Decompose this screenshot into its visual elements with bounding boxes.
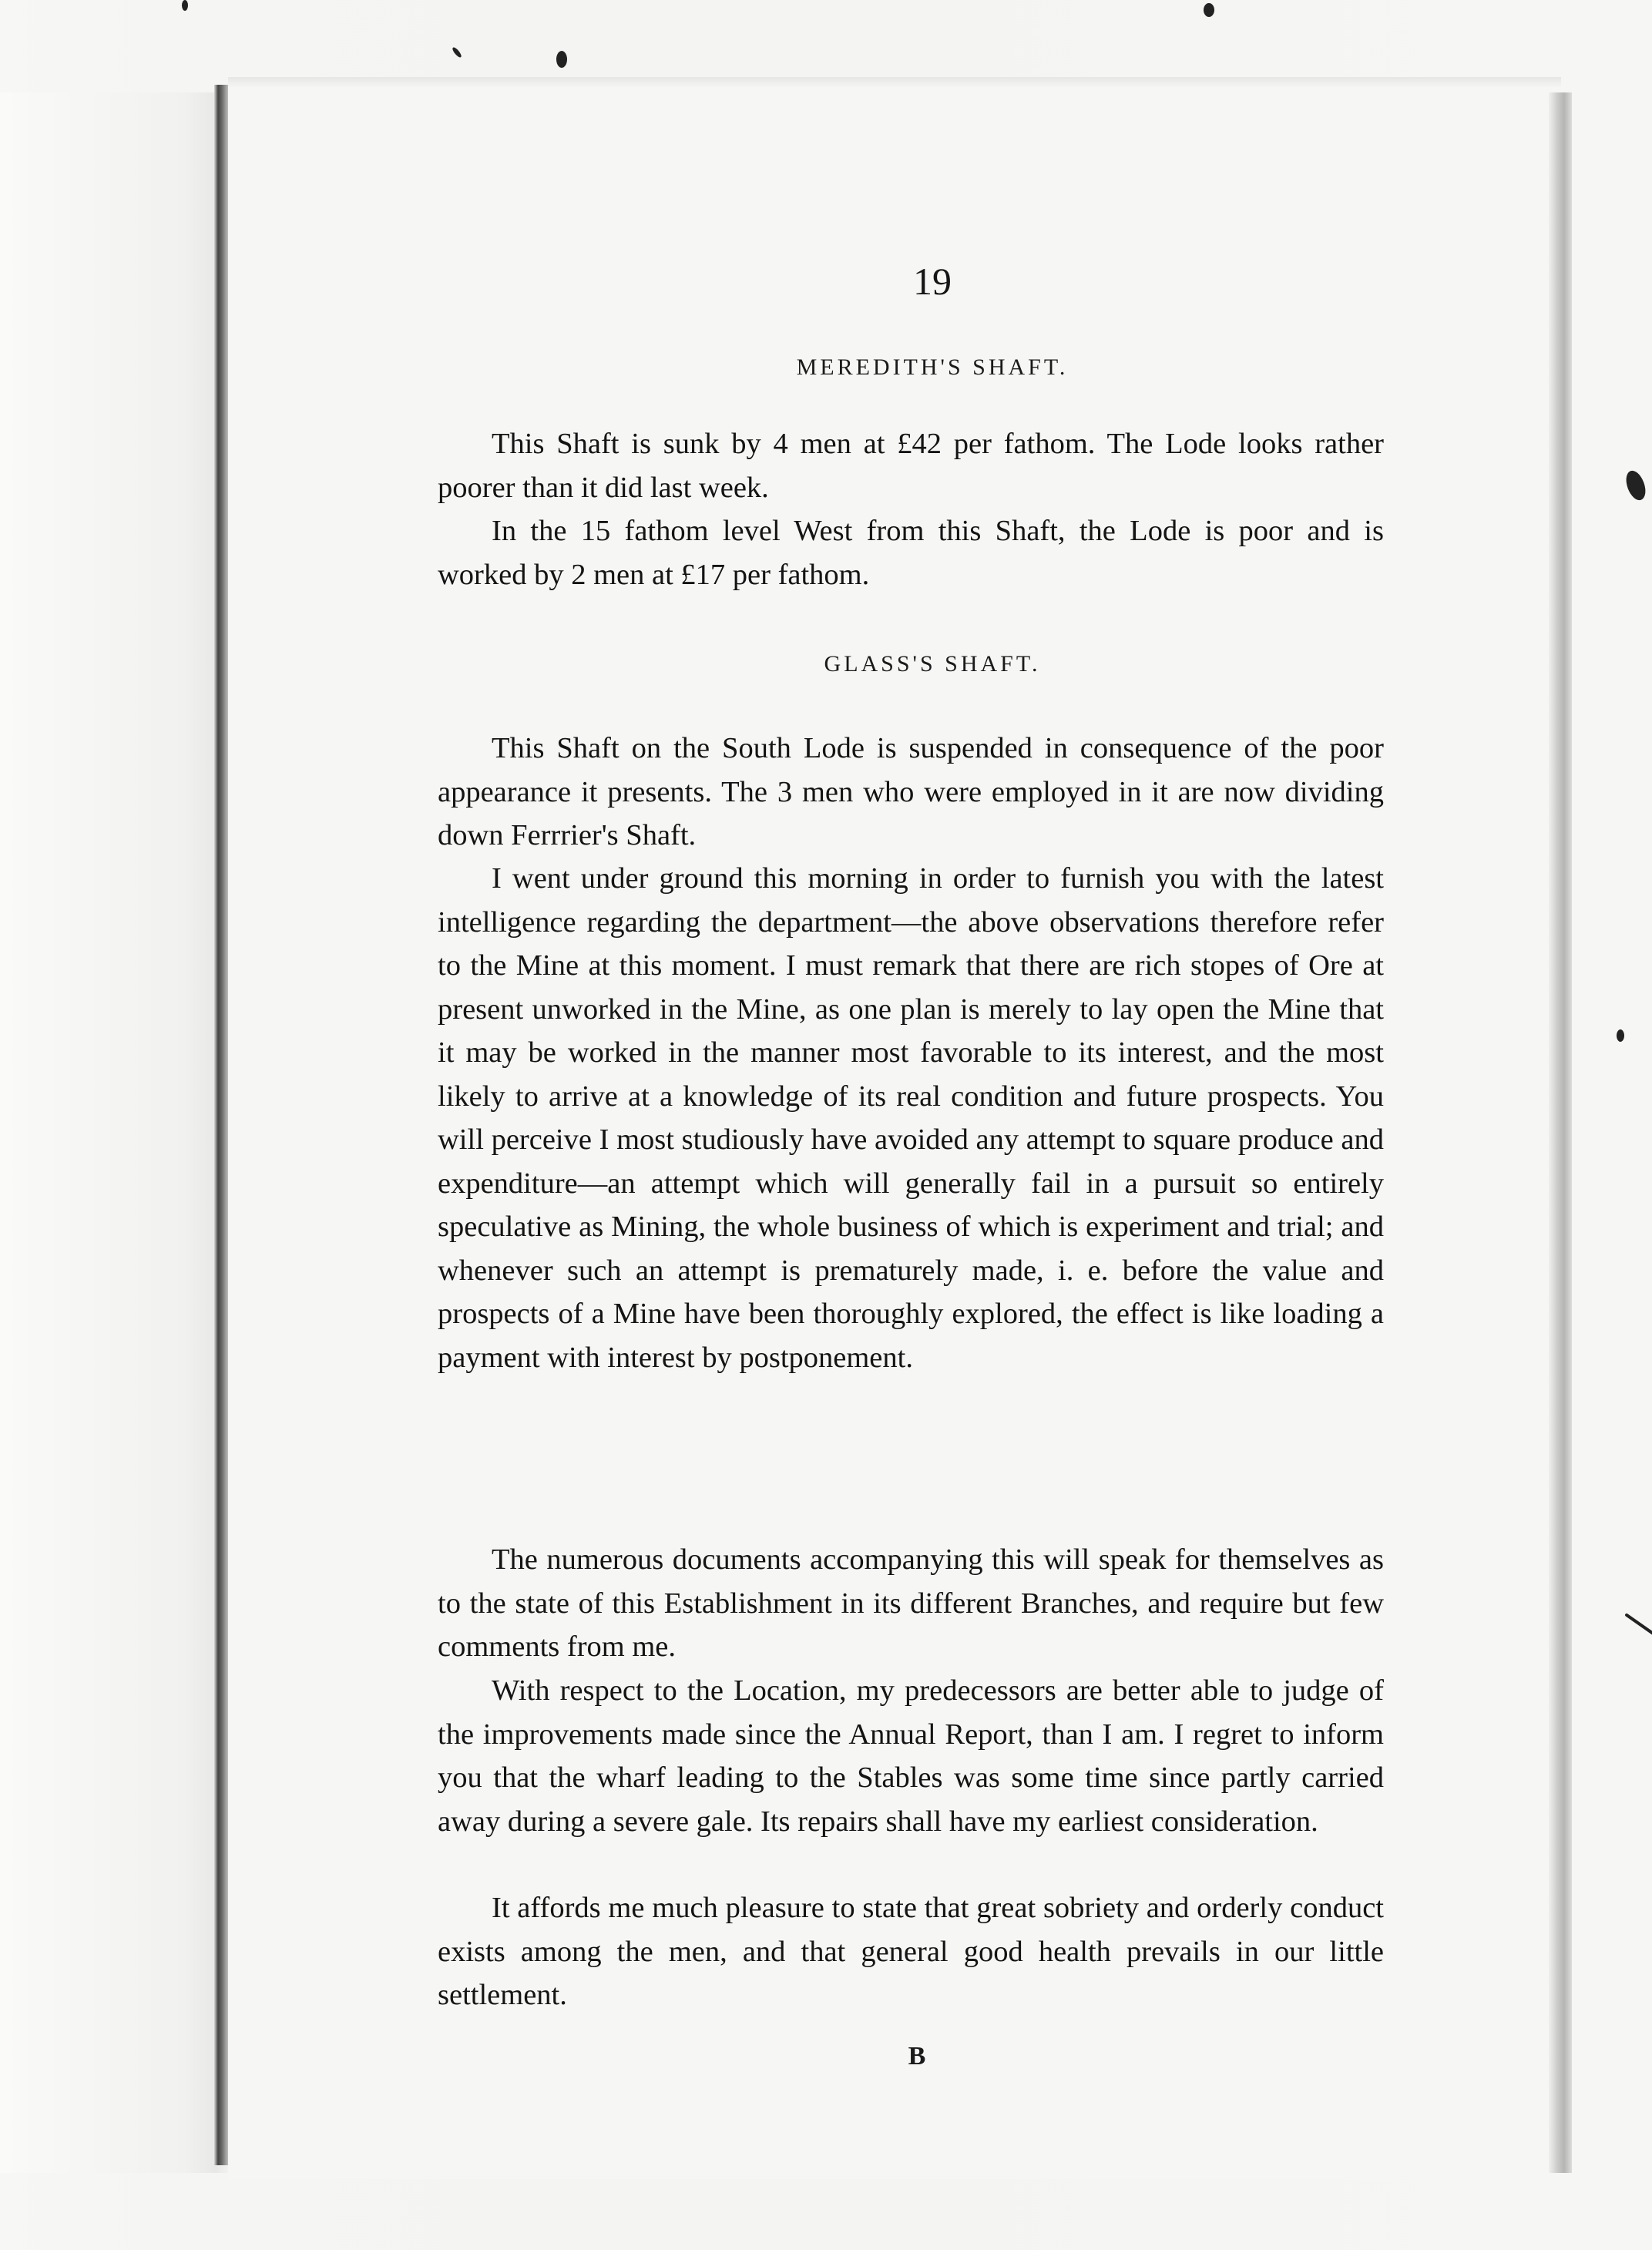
paragraph: This Shaft is sunk by 4 men at £42 per fathom. The Lode looks rather poorer than it did last week. <box>438 428 1384 504</box>
binding-gutter <box>214 85 228 2165</box>
paragraph: The numerous documents accompanying this will speak for themselves as to the state of this Establishment in its different Branches, and require but few comments from me. <box>438 1543 1384 1663</box>
scan-speck <box>452 46 463 59</box>
scan-speck <box>1617 1029 1624 1042</box>
scan-speck <box>556 51 567 68</box>
paragraph: With respect to the Location, my predecessors are better able to judge of the improvements made since the Annual Report, than I am. I regret to inform you that the wharf leading to the Stables was some time since partly carried away during a severe gale. Its repairs shall have my earliest consideration. <box>438 1674 1384 1838</box>
paragraph: This Shaft on the South Lode is suspended in consequence of the poor appearance it presents. The 3 men who were employed in it are now dividing down Ferrrier's Shaft. <box>438 732 1384 851</box>
paragraph: It affords me much pleasure to state that great sobriety and orderly conduct exists among the men, and that general good health prevails in our little settlement. <box>438 1892 1384 2011</box>
paragraph: In the 15 fathom level West from this Shaft, the Lode is poor and is worked by 2 men at £17 per fathom. <box>438 515 1384 591</box>
scan-speck <box>1624 1613 1652 1642</box>
right-page-edge <box>1549 92 1572 2173</box>
scan-speck <box>182 0 188 11</box>
left-page-edge <box>0 92 231 2173</box>
section-heading: GLASS'S SHAFT. <box>824 651 1041 677</box>
scan-speck <box>1204 3 1214 17</box>
paragraph: I went under ground this morning in order to furnish you with the latest intelligence regarding the department—the above observations therefore refer to the Mine at this moment. I must remark that there are rich stopes of Ore at present unworked in the Mine, as one plan is merely to lay open the Mine that it may be worked in the manner most favorable to its interest, and the most likely to arrive at a knowledge of its real condition and future prospects. You will perceive I most studiously have avoided any attempt to square produce and expenditure—an attempt which will generally fail in a pursuit so entirely speculative as Mining, the whole business of which is experiment and trial; and whenever such an attempt is prematurely made, i. e. before the value and prospects of a Mine have been thoroughly explored, the effect is like loading a payment with interest by postponement. <box>438 862 1384 1374</box>
page-number: 19 <box>913 260 952 303</box>
section-heading: MEREDITH'S SHAFT. <box>796 354 1069 380</box>
scan-speck <box>1623 468 1649 502</box>
signature-mark: B <box>908 2042 926 2070</box>
page-top-edge <box>228 77 1561 88</box>
